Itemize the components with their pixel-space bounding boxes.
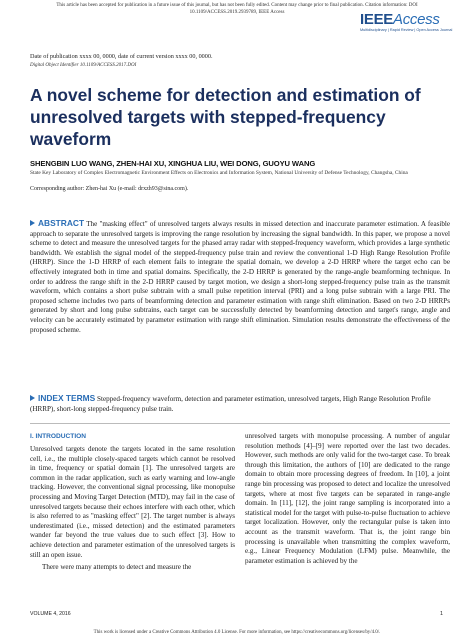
paper-title: A novel scheme for detection and estimation of unresolved targets with stepped-frequency waveform [30, 85, 421, 149]
index-terms-heading: INDEX TERMS [38, 393, 96, 403]
acceptance-notice-line2: 10.1109/ACCESS.2019.2939789, IEEE Access [189, 10, 285, 15]
logo-wordmark [360, 12, 448, 28]
left-column [30, 432, 235, 573]
intro-paragraph-2: There were many attempts to detect and measure the [42, 563, 192, 572]
logo-word-accent: Access [392, 11, 440, 28]
doi-line: Digital Object Identifier 10.1109/ACCESS.2017.DOI [30, 63, 137, 68]
affiliation: State Key Laboratory of Complex Electromagnetic Environment Effects on Electronics and Information System, National University of Defense Technology, Changsha, China [30, 170, 408, 176]
license-notice: This work is licensed under a Creative Commons Attribution 4.0 License. For more information, see https://creativecommons.org/licenses/by/4.0/. [93, 630, 381, 635]
intro-paragraph-right: unresolved targets with monopulse processing. A number of angular resolution methods [4]–[9] were reported over the last two decades. However, such methods are only valid for the two-target case. To break through this limitation, the authors of [10] are dedicated to the range domain to obtain more processing degrees of freedom. In [10], a joint range bin processing was proposed to detect and localize the unresolved targets, where at most five targets can be separated in range-angle domain. In [11], [12], the joint range sampling is incorporated into a statistical model for the target with pulse-to-pulse fluctuation to achieve target localization. However, only the rectangular pulse is taken into account as the transmit waveform. That is, the joint range bin processing is unavailable when transmitting the complex waveform, e.g., Linear Frequency Modulation (LFM) pulse. Meanwhile, the parameter estimation is achieved by the [245, 432, 450, 565]
volume-label: VOLUME 4, 2016 [30, 611, 71, 617]
triangle-bullet-icon [30, 395, 35, 401]
page-number: 1 [440, 611, 443, 617]
corresponding-author: Corresponding author: Zhen-hai Xu (e-mail: drxzh93@sina.com). [30, 186, 189, 192]
intro-heading: I. INTRODUCTION [30, 433, 87, 440]
abstract [30, 219, 450, 335]
logo-tagline: Multidisciplinary | Rapid Review | Open Access Journal [360, 28, 453, 32]
acceptance-notice-line1: This article has been accepted for publication in a future issue of this journal, but has not been fully edited. Content may change prior to final publication. Citation information: DOI [56, 3, 418, 8]
abstract-text: The "masking effect" of unresolved targets always results in missed detection and inaccurate parameter estimation. A feasible approach to separate the unresolved targets is improving the range resolution by increasing the signal bandwidth. In this paper, we propose a novel scheme to detect and measure the unresolved targets for the phased array radar with stepped-frequency waveform, which provides a large synthetic bandwidth. We establish the signal model of the stepped-frequency pulse train and review the conventional 1-D High Range Resolution Profile (HRRP). Since the 1-D HRRP of each element fails to integrate the spatial domain, we develop a 2-D HRRP where the target echo can be effectively integrated both in time and spatial domains. Specifically, the 2-D HRRP is generated by the range-angle beamforming technique. In order to address the range shift in the 2-D HRRP caused by target motion, we design a short-long stepped-frequency pulse train as the transmit waveform, which contains a short pulse subtrain with a small pulse repetition interval (PRI) and a long pulse subtrain with a large PRI. The proposed scheme includes two parts of beamforming detection and parameter estimation with range shift elimination. Based on two 2-D HRRPs generated by short and long pulse subtrains, each target can be successfully detected by beamforming detection and target's range, angle and velocity can be accurately estimated by parameter estimation with range shift elimination. Simulation results demonstrate the effectiveness of the proposed scheme. [30, 220, 450, 334]
index-terms [30, 394, 450, 414]
triangle-bullet-icon [30, 220, 35, 226]
index-terms-text: Stepped-frequency waveform, detection and parameter estimation, unresolved targets, High Range Resolution Profile (HRRP), short-long stepped-frequency pulse train. [30, 395, 431, 413]
publication-dates: Date of publication xxxx 00, 0000, date of current version xxxx 00, 0000. [30, 53, 213, 60]
abstract-heading: ABSTRACT [38, 218, 85, 228]
section-divider [30, 423, 450, 424]
logo-word-main: IEEE [360, 11, 393, 28]
ieee-access-logo [360, 11, 453, 34]
right-column [245, 432, 450, 566]
intro-paragraph-1: Unresolved targets denote the targets located in the same resolution cell, i.e., the multiple closely-spaced targets which cannot be resolved in time, frequency or spatial domain [1]. The unresolved targets are common in the radar application, such as early warning and low-angle tracking. However, the conventional signal processing, like monopulse processing and Moving Target Detection (MTD), may fail in the case of unresolved targets because their echoes interfere with each other, which is also referred to as "masking effect" [2]. The target number is always underestimated (i.e., missed detection) and the estimated parameters wander far beyond the true values due to such effect [3]. How to achieve detection and parameter estimation of the unresolved targets is still an open issue. [30, 445, 235, 559]
author-list: SHENGBIN LUO WANG, ZHEN-HAI XU, XINGHUA LIU, WEI DONG, GUOYU WANG [30, 159, 316, 168]
